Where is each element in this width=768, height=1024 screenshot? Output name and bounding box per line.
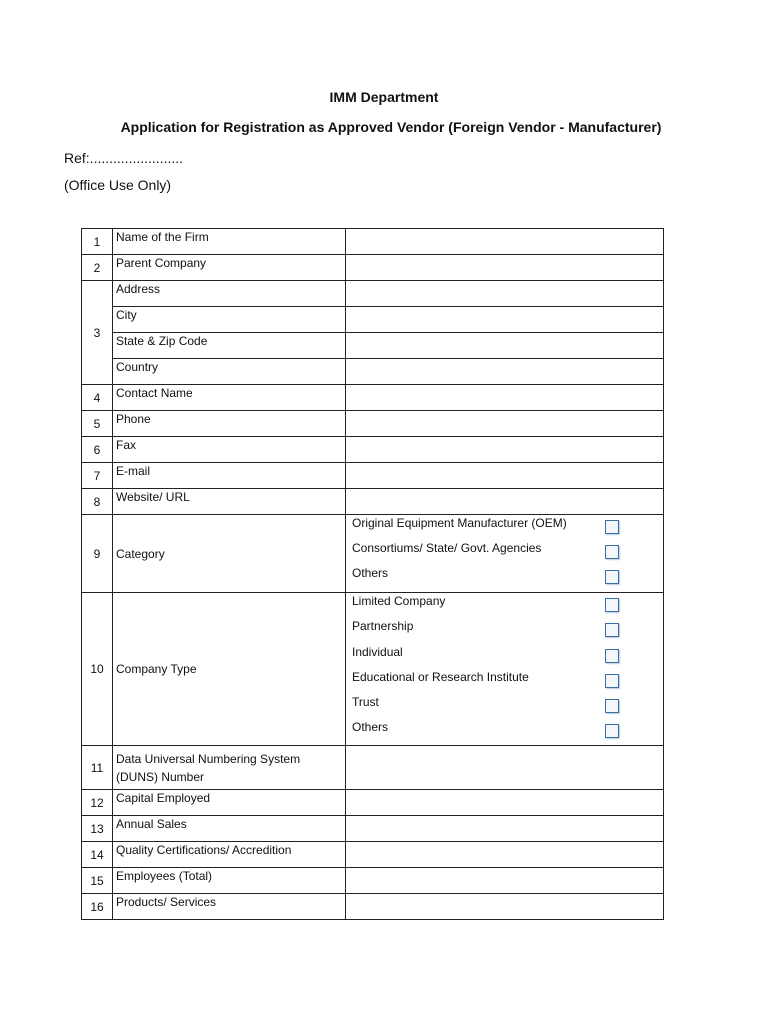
row-number: 14 xyxy=(82,842,113,868)
row-annual-sales xyxy=(82,816,664,842)
row-number: 12 xyxy=(82,790,113,816)
row-quality-certifications xyxy=(82,842,664,868)
option-label: Trust xyxy=(352,695,379,710)
fax-field[interactable] xyxy=(346,437,664,463)
state-zip-field[interactable] xyxy=(346,333,664,359)
field-label: Employees (Total) xyxy=(113,868,346,894)
row-number: 10 xyxy=(82,593,113,746)
website-field[interactable] xyxy=(346,489,664,515)
department-heading: IMM Department xyxy=(329,89,439,105)
row-country xyxy=(82,359,664,385)
option-label: Individual xyxy=(352,644,403,659)
option-label: Consortiums/ State/ Govt. Agencies xyxy=(352,541,542,555)
row-city xyxy=(82,307,664,333)
row-website xyxy=(82,489,664,515)
row-duns-number xyxy=(82,746,664,790)
field-label: Parent Company xyxy=(113,255,346,281)
office-use-note: (Office Use Only) xyxy=(64,177,172,193)
option-label: Partnership xyxy=(352,619,414,634)
email-field[interactable] xyxy=(346,463,664,489)
field-label: Website/ URL xyxy=(113,489,346,515)
option-label: Others xyxy=(352,720,389,735)
field-label: Fax xyxy=(113,437,346,463)
row-parent-company xyxy=(82,255,664,281)
row-email xyxy=(82,463,664,489)
row-employees xyxy=(82,868,664,894)
row-number: 9 xyxy=(82,515,113,593)
option-trust xyxy=(346,694,663,719)
field-label xyxy=(113,746,346,790)
option-label: Original Equipment Manufacturer (OEM) xyxy=(352,516,567,530)
checkbox-type-others[interactable] xyxy=(605,724,619,738)
duns-number-field[interactable] xyxy=(346,746,664,790)
row-number: 8 xyxy=(82,489,113,515)
checkbox-consortiums[interactable] xyxy=(605,545,619,559)
field-label: E-mail xyxy=(113,463,346,489)
category-options xyxy=(346,515,664,593)
option-label: Educational or Research Institute xyxy=(352,669,529,684)
field-label: Products/ Services xyxy=(113,894,346,920)
contact-name-field[interactable] xyxy=(346,385,664,411)
vendor-registration-table xyxy=(81,228,664,920)
annual-sales-field[interactable] xyxy=(346,816,664,842)
field-label: Phone xyxy=(113,411,346,437)
row-number: 2 xyxy=(82,255,113,281)
field-label: City xyxy=(113,307,346,333)
checkbox-educational[interactable] xyxy=(605,674,619,688)
row-number: 3 xyxy=(82,281,113,385)
row-number: 13 xyxy=(82,816,113,842)
checkbox-trust[interactable] xyxy=(605,699,619,713)
row-capital-employed xyxy=(82,790,664,816)
option-label: Limited Company xyxy=(352,594,446,608)
checkbox-limited-company[interactable] xyxy=(605,598,619,612)
field-label: Capital Employed xyxy=(113,790,346,816)
form-title: Application for Registration as Approved Vendor (Foreign Vendor - Manufacturer) xyxy=(120,119,662,135)
option-category-others xyxy=(346,565,663,590)
row-fax xyxy=(82,437,664,463)
field-label: Category xyxy=(113,515,346,593)
field-label: Quality Certifications/ Accredition xyxy=(113,842,346,868)
row-number: 16 xyxy=(82,894,113,920)
field-label-line: (DUNS) Number xyxy=(116,769,205,784)
phone-field[interactable] xyxy=(346,411,664,437)
row-number: 15 xyxy=(82,868,113,894)
company-type-options xyxy=(346,593,664,746)
capital-employed-field[interactable] xyxy=(346,790,664,816)
field-label: Company Type xyxy=(113,593,346,746)
checkbox-oem[interactable] xyxy=(605,520,619,534)
row-products-services xyxy=(82,894,664,920)
row-phone xyxy=(82,411,664,437)
row-number: 5 xyxy=(82,411,113,437)
employees-field[interactable] xyxy=(346,868,664,894)
firm-name-field[interactable] xyxy=(346,229,664,255)
parent-company-field[interactable] xyxy=(346,255,664,281)
reference-line: Ref:........................ xyxy=(64,150,184,166)
field-label: Annual Sales xyxy=(113,816,346,842)
field-label: State & Zip Code xyxy=(113,333,346,359)
option-individual xyxy=(346,644,663,669)
row-company-type xyxy=(82,593,664,746)
field-label: Address xyxy=(113,281,346,307)
row-state-zip xyxy=(82,333,664,359)
option-educational xyxy=(346,669,663,694)
row-contact-name xyxy=(82,385,664,411)
row-number: 7 xyxy=(82,463,113,489)
row-address xyxy=(82,281,664,307)
checkbox-partnership[interactable] xyxy=(605,623,619,637)
checkbox-category-others[interactable] xyxy=(605,570,619,584)
row-category xyxy=(82,515,664,593)
option-type-others xyxy=(346,719,663,744)
option-label: Others xyxy=(352,566,389,580)
quality-certifications-field[interactable] xyxy=(346,842,664,868)
field-label: Name of the Firm xyxy=(113,229,346,255)
row-number: 4 xyxy=(82,385,113,411)
option-limited-company xyxy=(346,593,663,618)
option-oem xyxy=(346,515,663,540)
row-number: 11 xyxy=(82,746,113,790)
address-field[interactable] xyxy=(346,281,664,307)
row-number: 1 xyxy=(82,229,113,255)
option-consortiums xyxy=(346,540,663,565)
field-label: Country xyxy=(113,359,346,385)
products-services-field[interactable] xyxy=(346,894,664,920)
row-firm-name xyxy=(82,229,664,255)
field-label-line: Data Universal Numbering System xyxy=(116,751,301,766)
checkbox-individual[interactable] xyxy=(605,649,619,663)
city-field[interactable] xyxy=(346,307,664,333)
option-partnership xyxy=(346,618,663,643)
row-number: 6 xyxy=(82,437,113,463)
field-label: Contact Name xyxy=(113,385,346,411)
country-field[interactable] xyxy=(346,359,664,385)
